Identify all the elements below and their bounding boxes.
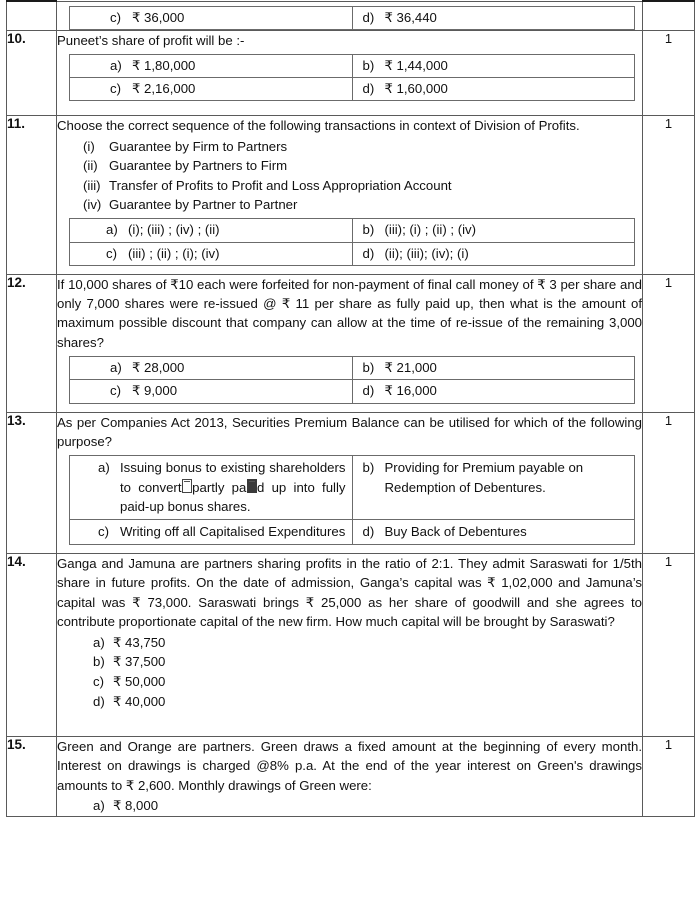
list-item <box>57 156 642 175</box>
option-letter: c) <box>93 674 104 690</box>
option-letter: d) <box>362 383 375 399</box>
options-row <box>70 519 635 544</box>
option-letter: a) <box>106 222 118 238</box>
option-text: (ii); (iii); (iv); (i) <box>384 245 469 261</box>
option-letter: d) <box>93 693 105 709</box>
question-number-13: 13. <box>7 412 57 553</box>
table-row-question-11 <box>7 116 695 274</box>
question-number-12: 12. <box>7 274 57 412</box>
question-stem-10: Puneet’s share of profit will be :- <box>57 32 245 48</box>
option-letter: c) <box>98 523 109 539</box>
options-row <box>70 380 635 403</box>
option-text: Providing for Premium payable on Redemption of Debentures. <box>384 460 584 495</box>
missing-glyph-icon <box>247 479 257 493</box>
options-table-13 <box>69 455 635 545</box>
list-item[interactable] <box>57 796 642 816</box>
table-row-question-10 <box>7 30 695 116</box>
table-row-question-13 <box>7 412 695 553</box>
question-number-cell <box>7 1 57 30</box>
option-letter: b) <box>93 654 105 670</box>
list-item[interactable] <box>57 652 642 672</box>
option-cell-c[interactable] <box>70 78 353 101</box>
option-cell-c[interactable] <box>70 6 353 29</box>
missing-glyph-icon <box>182 479 192 493</box>
option-letter: a) <box>98 460 110 476</box>
list-item[interactable] <box>57 672 642 692</box>
option-text: (i); (iii) ; (iv) ; (ii) <box>128 222 220 238</box>
option-text: ₹ 2,16,000 <box>132 81 196 97</box>
option-letter: b) <box>362 58 375 74</box>
option-letter: b) <box>362 360 375 376</box>
options-table <box>69 6 635 30</box>
option-text <box>120 458 346 515</box>
question-stem-11: Choose the correct sequence of the following transactions in context of Division of Profits. <box>57 118 580 134</box>
list-item <box>57 137 642 156</box>
option-text: ₹ 1,80,000 <box>132 58 196 74</box>
option-text-part2: partly pa <box>192 479 247 495</box>
table-row-question-14 <box>7 553 695 736</box>
option-cell-b[interactable] <box>352 456 635 519</box>
options-table-10 <box>69 54 635 101</box>
option-cell-b[interactable] <box>352 55 635 78</box>
option-text: ₹ 1,60,000 <box>384 81 448 97</box>
options-row <box>70 55 635 78</box>
row-spacer <box>57 404 642 412</box>
options-list-14 <box>57 633 642 712</box>
list-marker: (iv) <box>83 196 102 212</box>
question-stem-13: As per Companies Act 2013, Securities Premium Balance can be utilised for which of the following purpose? <box>57 414 642 449</box>
option-letter: d) <box>362 81 375 97</box>
option-text: ₹ 50,000 <box>113 674 166 690</box>
marks-cell-11: 1 <box>643 116 695 274</box>
marks-cell-12: 1 <box>643 274 695 412</box>
option-cell-c[interactable] <box>70 380 353 403</box>
roman-list-11 <box>57 137 642 215</box>
options-list-15 <box>57 796 642 816</box>
question-number-10: 10. <box>7 30 57 116</box>
question-body-12 <box>57 274 643 412</box>
options-row <box>70 219 635 242</box>
option-text: ₹ 36,440 <box>384 9 437 25</box>
list-marker: (i) <box>83 138 95 154</box>
question-body-10 <box>57 30 643 116</box>
option-text: (iii); (i) ; (ii) ; (iv) <box>384 222 477 238</box>
option-letter: b) <box>362 222 375 238</box>
option-letter: b) <box>362 460 375 476</box>
option-letter: d) <box>362 245 375 261</box>
option-letter: c) <box>106 245 117 261</box>
option-text: ₹ 40,000 <box>113 693 166 709</box>
marks-cell-14: 1 <box>643 553 695 736</box>
table-row-partial-top <box>7 1 695 30</box>
question-body-13 <box>57 412 643 553</box>
questions-table <box>6 0 695 817</box>
question-stem-15: Green and Orange are partners. Green draws a fixed amount at the beginning of every month. Interest on drawings is charged @8% p.a. At the end of the year interest on Green's drawings amounts to ₹ 2,600. Monthly drawings of Green were: <box>57 738 642 793</box>
list-item <box>57 176 642 195</box>
marks-cell <box>643 1 695 30</box>
table-row-question-12 <box>7 274 695 412</box>
option-text: Buy Back of Debentures <box>384 523 527 539</box>
option-text: ₹ 43,750 <box>113 634 166 650</box>
option-text-part1: Issuing bonus to existing shareholders to convert <box>120 460 346 495</box>
list-item <box>57 195 642 214</box>
option-letter: c) <box>110 81 121 97</box>
option-cell-b[interactable] <box>352 357 635 380</box>
options-table-11 <box>69 218 635 265</box>
option-letter: a) <box>110 360 122 376</box>
option-text: ₹ 36,000 <box>132 9 185 25</box>
list-item[interactable] <box>57 692 642 712</box>
options-row <box>70 456 635 519</box>
option-cell-a[interactable] <box>70 456 353 519</box>
table-row-question-15 <box>7 736 695 816</box>
option-cell-c[interactable] <box>70 242 353 265</box>
option-letter: a) <box>93 797 105 813</box>
question-number-11: 11. <box>7 116 57 274</box>
option-text: (iii) ; (ii) ; (i); (iv) <box>128 245 220 261</box>
option-text: ₹ 1,44,000 <box>384 58 448 74</box>
option-text: ₹ 8,000 <box>113 797 159 813</box>
marks-cell-13: 1 <box>643 412 695 553</box>
list-text: Guarantee by Partners to Firm <box>109 158 288 174</box>
question-body-11 <box>57 116 643 274</box>
option-cell-d[interactable] <box>352 380 635 403</box>
option-text-part3: d up into fully paid-up bonus shares. <box>120 479 346 514</box>
row-spacer <box>57 266 642 274</box>
question-stem-14: Ganga and Jamuna are partners sharing profits in the ratio of 2:1. They admit Saraswati for 1/5th share in future profits. On the date of admission, Ganga’s capital was ₹ 1,02,000 and Jamuna’s capital was ₹ 73,000. Saraswati brings ₹ 25,000 as her share of goodwill and she agrees to contribute proportionate capital of the new firm. How much capital will be brought by Saraswati? <box>57 555 642 630</box>
option-letter: c) <box>110 383 121 399</box>
option-cell-a[interactable] <box>70 357 353 380</box>
question-body-14 <box>57 553 643 736</box>
row-spacer <box>57 545 642 553</box>
option-letter: d) <box>362 9 375 25</box>
row-spacer <box>57 101 642 115</box>
list-marker: (ii) <box>83 158 98 174</box>
list-text: Transfer of Profits to Profit and Loss Appropriation Account <box>109 177 452 193</box>
list-text: Guarantee by Firm to Partners <box>109 138 288 154</box>
option-letter: a) <box>93 634 105 650</box>
list-text: Guarantee by Partner to Partner <box>109 196 298 212</box>
option-cell-b[interactable] <box>352 219 635 242</box>
question-number-15: 15. <box>7 736 57 816</box>
option-cell-a[interactable] <box>70 55 353 78</box>
options-row <box>70 78 635 101</box>
question-stem-12: If 10,000 shares of ₹10 each were forfeited for non-payment of final call money of ₹ 3 per share and only 7,000 shares were re-issued @ ₹ 11 per share as fully paid up, then what is the amount of maximum possible discount that company can allow at the time of re-issue of the remaining 3,000 shares? <box>57 276 642 350</box>
marks-cell-10: 1 <box>643 30 695 116</box>
list-item[interactable] <box>57 633 642 653</box>
option-cell-a[interactable] <box>70 219 353 242</box>
option-text: ₹ 21,000 <box>384 360 437 376</box>
options-row <box>70 357 635 380</box>
marks-cell-15: 1 <box>643 736 695 816</box>
option-text: Writing off all Capitalised Expenditures <box>120 523 346 539</box>
option-text: ₹ 37,500 <box>113 654 166 670</box>
option-letter: c) <box>110 9 121 25</box>
question-body-15 <box>57 736 643 816</box>
options-row <box>70 6 635 29</box>
option-cell-c[interactable] <box>70 519 353 544</box>
option-text: ₹ 9,000 <box>132 383 178 399</box>
option-cell-d[interactable] <box>352 519 635 544</box>
option-letter: d) <box>362 523 375 539</box>
option-cell-d[interactable] <box>352 242 635 265</box>
option-text: ₹ 16,000 <box>384 383 437 399</box>
list-marker: (iii) <box>83 177 101 193</box>
option-letter: a) <box>110 58 122 74</box>
question-number-14: 14. <box>7 553 57 736</box>
options-row <box>70 242 635 265</box>
options-table-12 <box>69 356 635 403</box>
option-cell-d[interactable] <box>352 78 635 101</box>
row-spacer <box>57 712 642 736</box>
option-cell-d[interactable] <box>352 6 635 29</box>
option-text: ₹ 28,000 <box>132 360 185 376</box>
question-body-cell <box>57 1 643 30</box>
